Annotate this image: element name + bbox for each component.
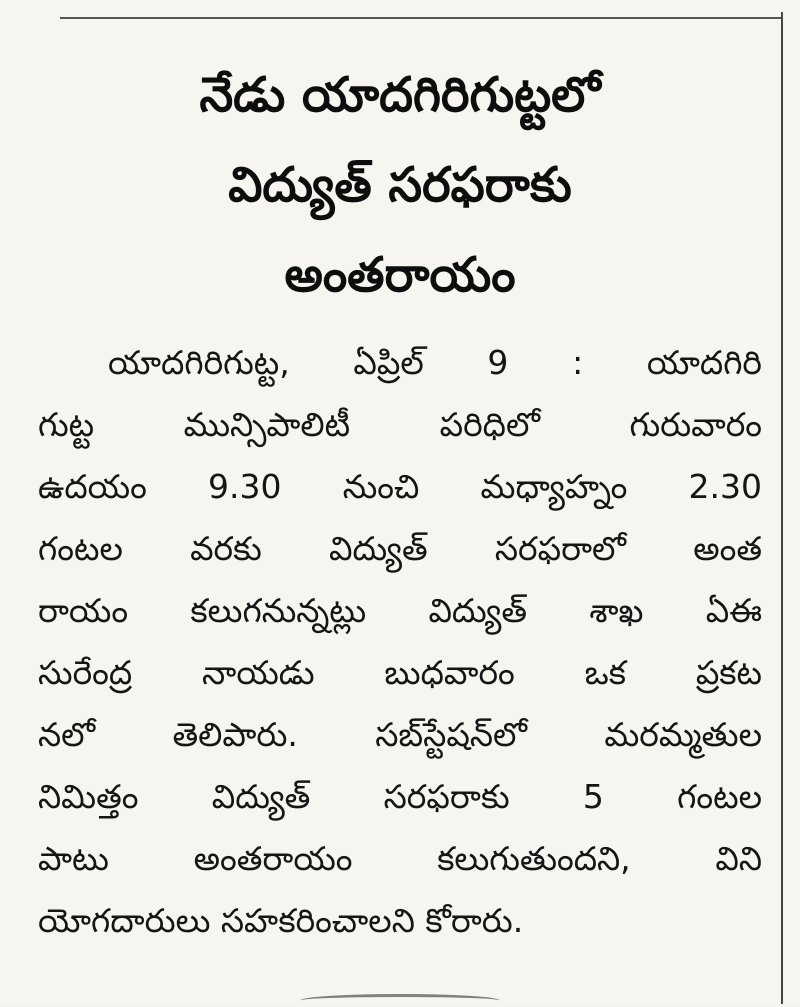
body-line-9: పాటు అంతరాయం కలుగుతుందని, విని <box>38 839 762 878</box>
headline-line-1: నేడు యాదగిరిగుట్టలో <box>199 67 601 123</box>
body-line-6: సురేంద్ర నాయడు బుధవారం ఒక ప్రకట <box>38 653 762 692</box>
body-line-10: యోగదారులు సహకరించాలని కోరారు. <box>38 901 524 940</box>
body-line-8: నిమిత్తం విద్యుత్‌ సరఫరాకు 5 గంటల <box>38 777 762 816</box>
headline-line-2: విద్యుత్‌ సరఫరాకు <box>228 157 572 213</box>
body-line-3: ఉదయం 9.30 నుంచి మధ్యాహ్నం 2.30 <box>38 467 762 506</box>
article-body <box>38 332 762 952</box>
body-line-5: రాయం కలుగనున్నట్లు విద్యుత్‌ శాఖ ఏఈ <box>38 591 762 630</box>
body-line-4: గంటల వరకు విద్యుత్‌ సరఫరాలో అంత <box>38 529 762 568</box>
next-article-fragment <box>300 994 500 1007</box>
news-article <box>38 50 762 952</box>
right-column-rule <box>781 12 783 1004</box>
headline-line-3: అంతరాయం <box>284 247 516 303</box>
article-headline <box>38 50 762 320</box>
body-line-7: నలో తెలిపారు. సబ్‌స్టేషన్‌లో మరమ్మతుల <box>38 715 762 754</box>
top-rule-divider <box>60 17 782 19</box>
body-line-2: గుట్ట మున్సిపాలిటీ పరిధిలో గురువారం <box>38 405 762 444</box>
body-line-1: యాదగిరిగుట్ట, ఏప్రిల్‌ 9 : యాదగిరి <box>108 343 762 382</box>
